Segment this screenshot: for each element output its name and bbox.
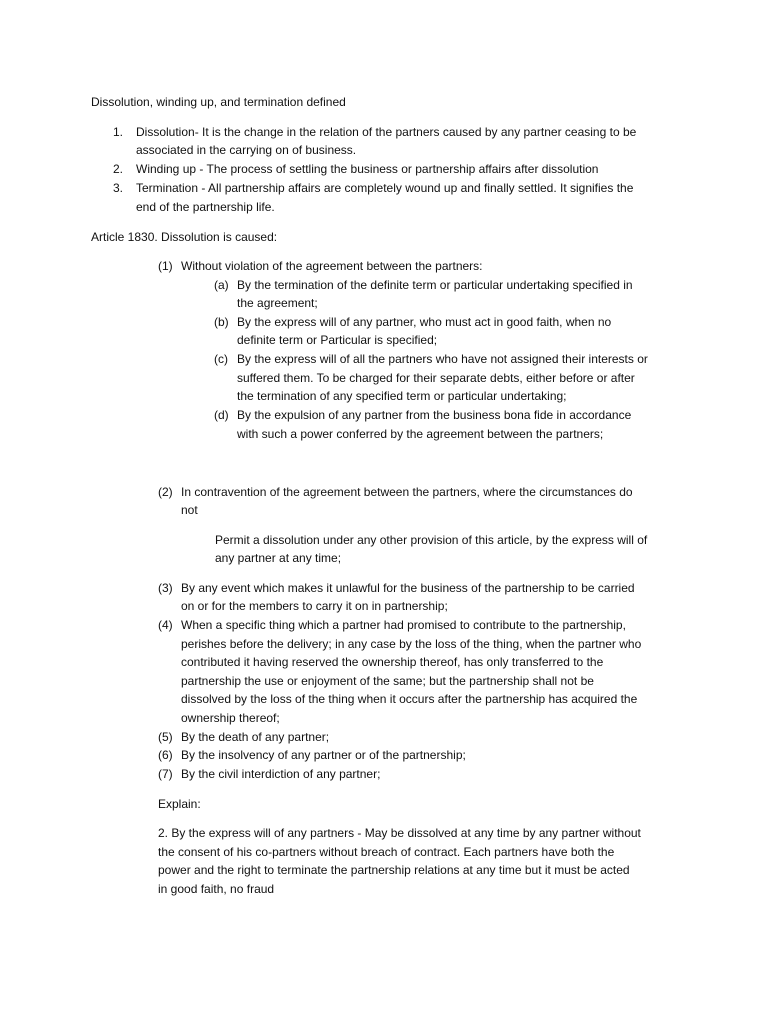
sub-item-text: suffered them. To be charged for their separate debts, either before or after	[237, 371, 635, 385]
sub-item-text: By the express will of all the partners who have not assigned their interests or	[237, 352, 648, 366]
cause-text: Without violation of the agreement between the partners:	[181, 259, 483, 273]
definition-winding-up: Winding up - The process of settling the business or partnership affairs after dissolution	[136, 162, 599, 176]
cause-text: on or for the members to carry it on in partnership;	[181, 599, 448, 613]
sub-item-text: By the express will of any partner, who must act in good faith, when no	[237, 315, 612, 329]
sub-item-text: By the expulsion of any partner from the business bona fide in accordance	[237, 408, 632, 422]
list-number: (3)	[158, 581, 173, 595]
list-number: (5)	[158, 730, 173, 744]
cause-text: By the death of any partner;	[181, 730, 330, 744]
cause-text: contributed it having reserved the ownership thereof, has only transferred to the	[181, 655, 604, 669]
list-number: (1)	[158, 259, 173, 273]
article-title: Article 1830. Dissolution is caused:	[91, 230, 278, 244]
list-number: (6)	[158, 748, 173, 762]
sub-item-text: definite term or Particular is specified;	[237, 333, 438, 347]
explain-label: Explain:	[158, 797, 201, 811]
cause-text: By any event which makes it unlawful for the business of the partnership to be carried	[181, 581, 635, 595]
section-heading: Dissolution, winding up, and termination defined	[91, 95, 346, 109]
list-number: 1.	[113, 125, 124, 139]
list-number: 2.	[113, 162, 124, 176]
sub-item-text: the agreement;	[237, 296, 318, 310]
sub-list-letter: (c)	[214, 352, 228, 366]
definition-termination: Termination - All partnership affairs are completely wound up and finally settled. It signifies the	[136, 181, 634, 195]
list-number: (4)	[158, 618, 173, 632]
explain-line: power and the right to terminate the partnership relations at any time but it must be acted	[158, 863, 630, 877]
sub-list-letter: (a)	[214, 278, 229, 292]
list-number: 3.	[113, 181, 124, 195]
cause-continuation: any partner at any time;	[215, 551, 342, 565]
explain-line: in good faith, no fraud	[158, 882, 275, 896]
definition-dissolution-cont: associated in the carrying on of business.	[136, 143, 357, 157]
cause-text: partnership the use or enjoyment of the same; but the partnership shall not be	[181, 674, 594, 688]
list-number: (7)	[158, 767, 173, 781]
cause-text: By the civil interdiction of any partner;	[181, 767, 381, 781]
cause-text: In contravention of the agreement between the partners, where the circumstances do	[181, 485, 633, 499]
sub-item-text: the termination of any specified term or particular undertaking;	[237, 389, 567, 403]
explain-line: the consent of his co-partners without breach of contract. Each partners have both the	[158, 845, 615, 859]
sub-item-text: with such a power conferred by the agreement between the partners;	[237, 427, 604, 441]
list-number: (2)	[158, 485, 173, 499]
cause-text: By the insolvency of any partner or of the partnership;	[181, 748, 466, 762]
cause-continuation: Permit a dissolution under any other provision of this article, by the express will of	[215, 533, 648, 547]
sub-list-letter: (b)	[214, 315, 229, 329]
definition-dissolution: Dissolution- It is the change in the relation of the partners caused by any partner ceasing to be	[136, 125, 637, 139]
cause-text: dissolved by the loss of the thing when it occurs after the partnership has acquired the	[181, 692, 638, 706]
cause-text: perishes before the delivery; in any case by the loss of the thing, when the partner who	[181, 637, 642, 651]
sub-item-text: By the termination of the definite term or particular undertaking specified in	[237, 278, 633, 292]
definition-termination-cont: end of the partnership life.	[136, 200, 275, 214]
cause-text: ownership thereof;	[181, 711, 280, 725]
cause-text: not	[181, 503, 198, 517]
explain-line: 2. By the express will of any partners - May be dissolved at any time by any partner without	[158, 826, 641, 840]
sub-list-letter: (d)	[214, 408, 229, 422]
cause-text: When a specific thing which a partner had promised to contribute to the partnership,	[181, 618, 626, 632]
